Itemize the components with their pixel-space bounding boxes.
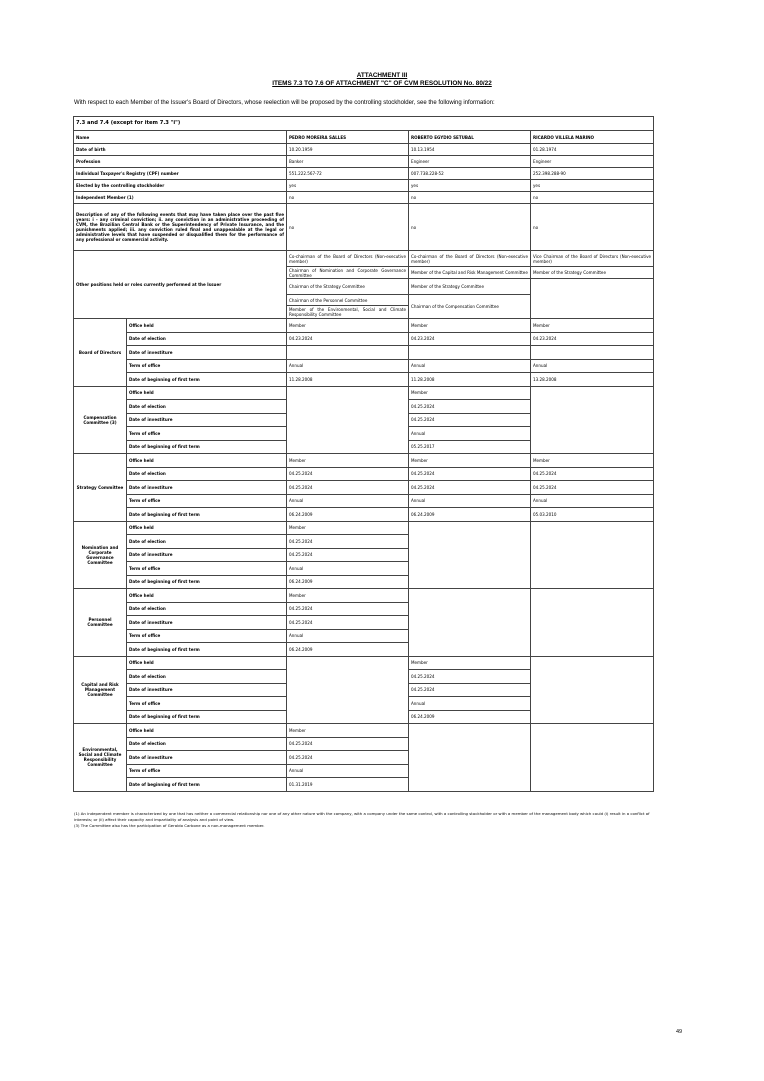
attachment-subtitle: ITEMS 7.3 TO 7.6 OF ATTACHMENT "C" OF CVM RESOLUTION No. 80/22 [272, 79, 492, 87]
cell-value [531, 656, 654, 724]
cell-value: ROBERTO EGYDIO SETUBAL [409, 131, 531, 144]
footnote-1: (1) An independent member is characterized by one that has neither a commercial relationship nor one of any other nature with the company, with a company under the same control, with a controlling stockholder or with a member of the management body which could (i) result in a conflict of interests; or (ii) affect their capacity and impartiality of analysis and point of view. [74, 811, 650, 822]
cell-value: 01.28.1974 [531, 144, 654, 156]
cell-value [531, 521, 654, 589]
cell-value: Annual [409, 359, 531, 373]
row-label: Elected by the controlling stockholder [74, 180, 287, 192]
cell-value: 04.25.2024 [287, 548, 409, 562]
sub-label: Date of investiture [127, 683, 287, 697]
page-header [0, 72, 764, 87]
sub-label: Office held [127, 589, 287, 603]
cell-value: Member [531, 454, 654, 468]
cell-value: 04.25.2024 [409, 683, 531, 697]
sub-label: Term of office [127, 494, 287, 508]
position-cell: Vice Chairman of the Board of Directors (Non-executive member) [531, 251, 654, 267]
position-cell [531, 279, 654, 319]
sub-label: Date of beginning of first term [127, 440, 287, 454]
cell-value: 04.23.2024 [409, 332, 531, 346]
cell-value: 06.24.2009 [409, 508, 531, 522]
cell-value [531, 346, 654, 360]
table-row [74, 589, 654, 603]
sub-label: Date of investiture [127, 413, 287, 427]
position-cell: Member of the Strategy Committee [531, 267, 654, 279]
cell-value: Annual [409, 494, 531, 508]
cell-value: 10.13.1954 [409, 144, 531, 156]
cell-value: 04.23.2024 [531, 332, 654, 346]
cell-value: 06.24.2009 [287, 643, 409, 657]
cell-value: yes [287, 180, 409, 192]
position-cell: Co-chairman of the Board of Directors (Non-executive member) [287, 251, 409, 267]
cell-value: 06.24.2009 [287, 575, 409, 589]
sub-label: Date of beginning of first term [127, 778, 287, 792]
table-row [74, 251, 654, 267]
cell-value: 13.28.2008 [531, 373, 654, 387]
table-row [74, 467, 654, 481]
committee-name: Personnel Committee [74, 589, 127, 657]
cell-value [287, 656, 409, 724]
cell-value: Member [409, 319, 531, 333]
cell-value: 04.25.2024 [287, 467, 409, 481]
cell-value: yes [531, 180, 654, 192]
position-cell: Chairman of the Compensation Committee [409, 295, 531, 319]
row-label: Date of birth [74, 144, 287, 156]
cell-value: no [531, 192, 654, 204]
committee-name: Capital and Risk Management Committee [74, 656, 127, 724]
cell-value: Member [409, 656, 531, 670]
footnotes [74, 811, 654, 829]
cell-value: Annual [531, 359, 654, 373]
sub-label: Date of beginning of first term [127, 373, 287, 387]
table-row [74, 656, 654, 670]
sub-label: Date of election [127, 602, 287, 616]
sub-label: Office held [127, 454, 287, 468]
cell-value: 04.25.2024 [287, 751, 409, 765]
cell-value: Member [287, 724, 409, 738]
intro-text: With respect to each Member of the Issuer's Board of Directors, whose reelection will be proposed by the controlling stockholder, see the following information: [74, 100, 495, 106]
cell-value: Member [287, 319, 409, 333]
cell-value: Annual [531, 494, 654, 508]
cell-value: Member [287, 521, 409, 535]
sub-label: Office held [127, 386, 287, 400]
table-row [74, 494, 654, 508]
sub-label: Date of investiture [127, 481, 287, 495]
cell-value [287, 346, 409, 360]
committee-name: Compensation Committee (3) [74, 386, 127, 454]
other-positions-label: Other positions held or roles currently performed at the Issuer [74, 251, 287, 319]
cell-value: Engineer [531, 156, 654, 168]
cell-value: 06.24.2009 [287, 508, 409, 522]
table-row [74, 508, 654, 522]
table-row [74, 481, 654, 495]
sub-label: Date of investiture [127, 548, 287, 562]
table-row [74, 144, 654, 156]
sub-label: Date of investiture [127, 616, 287, 630]
sub-label: Date of election [127, 332, 287, 346]
position-cell: Chairman of Nomination and Corporate Governance Committee [287, 267, 409, 279]
board-members-table [73, 116, 654, 792]
cell-value: 01.31.2019 [287, 778, 409, 792]
sub-label: Office held [127, 656, 287, 670]
cell-value: Annual [287, 562, 409, 576]
row-label: Individual Taxpayer's Registry (CPF) number [74, 168, 287, 180]
cell-value: 04.25.2024 [409, 481, 531, 495]
committee-name: Strategy Committee [74, 454, 127, 522]
row-label: Profession [74, 156, 287, 168]
cell-value: 04.25.2024 [409, 467, 531, 481]
table-row [74, 192, 654, 204]
cell-value: 04.25.2024 [287, 481, 409, 495]
cell-value: no [287, 204, 409, 251]
cell-value: 04.25.2024 [409, 670, 531, 684]
sub-label: Office held [127, 724, 287, 738]
table-row [74, 454, 654, 468]
sub-label: Date of election [127, 737, 287, 751]
cell-value: Annual [287, 764, 409, 778]
position-cell: Chairman of the Personnel Committee [287, 295, 409, 306]
attachment-title: ATTACHMENT III [356, 72, 408, 79]
table-body [74, 117, 654, 792]
sub-label: Date of election [127, 400, 287, 414]
footnote-3: (3) The Committee also has the participation of Geraldo Carbone as a non-management member. [74, 823, 265, 828]
table-row [74, 168, 654, 180]
cell-value: Annual [409, 697, 531, 711]
sub-label: Date of investiture [127, 346, 287, 360]
row-label: Independent Member (1) [74, 192, 287, 204]
cell-value [531, 386, 654, 454]
cell-value: Banker [287, 156, 409, 168]
sub-label: Office held [127, 521, 287, 535]
position-cell: Co-chairman of the Board of Directors (Non-executive member) [409, 251, 531, 267]
sub-label: Term of office [127, 359, 287, 373]
table-title-row [74, 117, 654, 131]
cell-value: Annual [409, 427, 531, 441]
table-row [74, 373, 654, 387]
sub-label: Term of office [127, 697, 287, 711]
cell-value [409, 724, 531, 792]
table-row [74, 346, 654, 360]
cell-value: Member [409, 386, 531, 400]
cell-value [531, 589, 654, 657]
committee-name: Nomination and Corporate Governance Committee [74, 521, 127, 589]
page-number: 49 [676, 1029, 683, 1035]
cell-value [409, 346, 531, 360]
cell-value: 252.398.288-90 [531, 168, 654, 180]
cell-value: no [287, 192, 409, 204]
table-row [74, 332, 654, 346]
cell-value: no [409, 204, 531, 251]
cell-value: 06.24.2009 [409, 710, 531, 724]
sub-label: Date of beginning of first term [127, 643, 287, 657]
table-row [74, 386, 654, 400]
cell-value: Member [531, 319, 654, 333]
section-title: 7.3 and 7.4 (except for item 7.3 "i") [74, 117, 654, 131]
sub-label: Date of beginning of first term [127, 508, 287, 522]
cell-value: Member [287, 454, 409, 468]
cell-value: 04.25.2024 [409, 413, 531, 427]
sub-label: Date of investiture [127, 751, 287, 765]
table-row [74, 521, 654, 535]
table-row [74, 156, 654, 168]
cell-value: 04.25.2024 [287, 616, 409, 630]
cell-value [287, 386, 409, 454]
sub-label: Date of election [127, 670, 287, 684]
position-cell: Member of the Strategy Committee [409, 279, 531, 295]
sub-label: Term of office [127, 427, 287, 441]
sub-label: Office held [127, 319, 287, 333]
cell-value: Member [287, 589, 409, 603]
sub-label: Term of office [127, 562, 287, 576]
cell-value: 11.28.2008 [287, 373, 409, 387]
committee-name: Environmental, Social and Climate Responsibility Committee [74, 724, 127, 792]
cell-value: no [531, 204, 654, 251]
cell-value: 04.23.2024 [287, 332, 409, 346]
cell-value: RICARDO VILLELA MARINO [531, 131, 654, 144]
cell-value: Annual [287, 629, 409, 643]
cell-value: PEDRO MOREIRA SALLES [287, 131, 409, 144]
cell-value: 10.20.1959 [287, 144, 409, 156]
cell-value: 551.222.567-72 [287, 168, 409, 180]
cell-value: 05.03.2010 [531, 508, 654, 522]
cell-value: 04.25.2024 [531, 481, 654, 495]
sub-label: Term of office [127, 764, 287, 778]
cell-value: yes [409, 180, 531, 192]
position-cell: Member of the Capital and Risk Management Committee [409, 267, 531, 279]
cell-value: 04.25.2024 [287, 737, 409, 751]
sub-label: Date of election [127, 535, 287, 549]
table-row [74, 180, 654, 192]
cell-value [531, 724, 654, 792]
table-row [74, 204, 654, 251]
sub-label: Date of beginning of first term [127, 575, 287, 589]
table-row [74, 319, 654, 333]
cell-value: 04.25.2024 [409, 400, 531, 414]
sub-label: Date of beginning of first term [127, 710, 287, 724]
cell-value: 05.25.2017 [409, 440, 531, 454]
cell-value: 007.738.228-52 [409, 168, 531, 180]
row-label: Name [74, 131, 287, 144]
sub-label: Date of election [127, 467, 287, 481]
cell-value: no [409, 192, 531, 204]
cell-value: Member [409, 454, 531, 468]
sub-label: Term of office [127, 629, 287, 643]
cell-value: 11.28.2008 [409, 373, 531, 387]
cell-value: Annual [287, 494, 409, 508]
cell-value: 04.25.2024 [287, 535, 409, 549]
description-label: Description of any of the following events that may have taken place over the past five years: i - any criminal conviction; ii. any conviction in an administrative proceeding of CVM, the Brazilian Central Bank or the Superintendency of Private Insurance, and the punishments applied; iii. any conviction ruled final and unappealable at the legal or administrative levels that have suspended or disqualified them for the performance of any professional or commercial activity. [74, 204, 287, 251]
cell-value: Annual [287, 359, 409, 373]
cell-value: 04.25.2024 [287, 602, 409, 616]
cell-value [409, 521, 531, 589]
table-row [74, 131, 654, 144]
position-cell: Member of the Environmental, Social and Climate Responsibility Committee [287, 306, 409, 319]
cell-value [409, 589, 531, 657]
cell-value: 04.25.2024 [531, 467, 654, 481]
table-row [74, 359, 654, 373]
position-cell: Chairman of the Strategy Committee [287, 279, 409, 295]
table-row [74, 724, 654, 738]
cell-value: Engineer [409, 156, 531, 168]
committee-name: Board of Directors [74, 319, 127, 387]
